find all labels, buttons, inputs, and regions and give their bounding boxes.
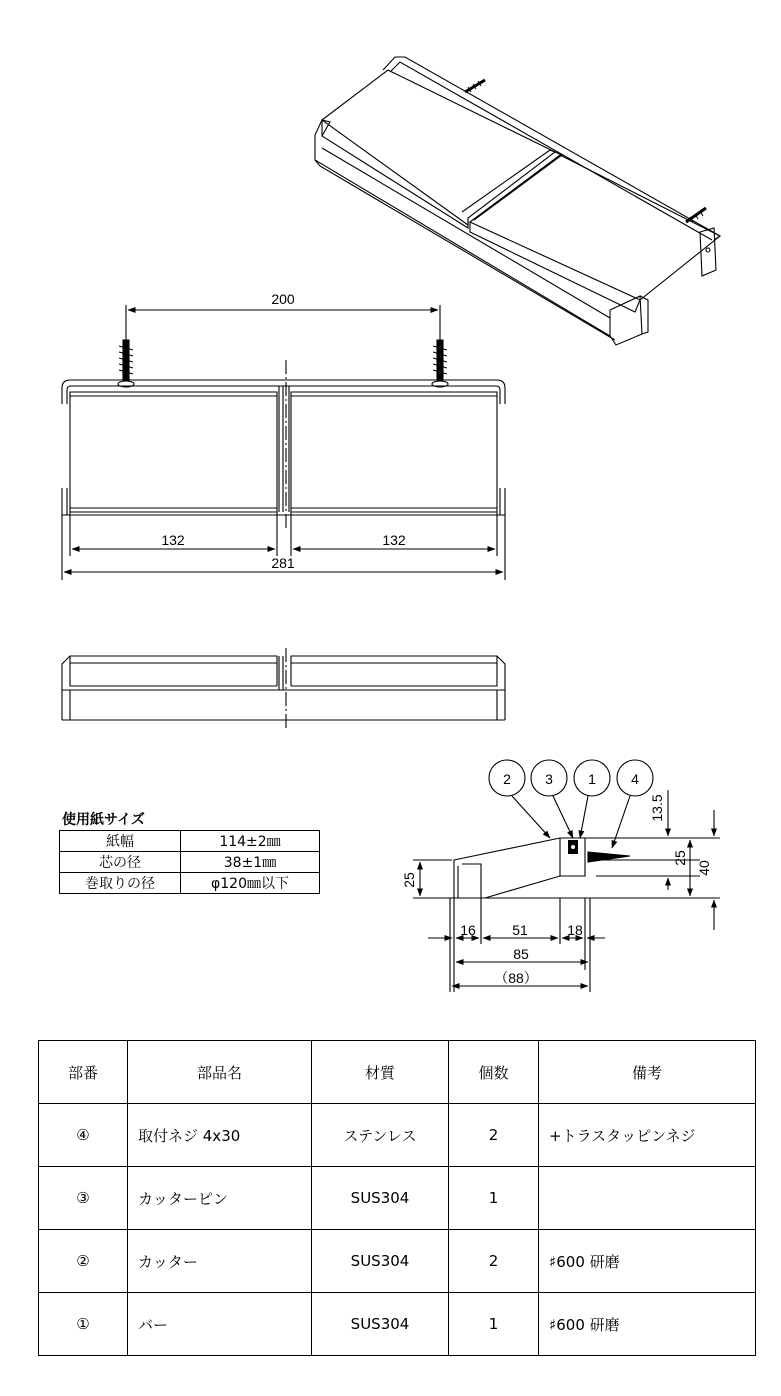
isometric-view (315, 57, 720, 345)
part-qty: 1 (449, 1167, 539, 1230)
part-material: ステンレス (312, 1104, 449, 1167)
part-number: ③ (39, 1167, 128, 1230)
part-number: ④ (39, 1104, 128, 1167)
table-row (39, 1104, 756, 1167)
column-header: 材質 (312, 1041, 449, 1104)
part-name: バー (128, 1293, 312, 1356)
dim-18: 18 (567, 922, 583, 938)
table-row (60, 873, 320, 894)
part-note: ♯600 研磨 (539, 1293, 756, 1356)
callout-label-4: 4 (631, 771, 639, 787)
part-name: カッター (128, 1230, 312, 1293)
table-header-row (39, 1041, 756, 1104)
paper-size-table (59, 830, 320, 894)
part-material: SUS304 (312, 1293, 449, 1356)
table-row (60, 831, 320, 852)
part-material: SUS304 (312, 1230, 449, 1293)
column-header: 部品名 (128, 1041, 312, 1104)
column-header: 備考 (539, 1041, 756, 1104)
callout-label-2: 2 (503, 771, 511, 787)
dim-25-left: 25 (401, 872, 417, 888)
table-row (39, 1230, 756, 1293)
front-view (62, 305, 505, 580)
part-material: SUS304 (312, 1167, 449, 1230)
part-qty: 2 (449, 1104, 539, 1167)
table-cell: φ120㎜以下 (181, 873, 320, 894)
bottom-view (62, 648, 505, 730)
dim-40: 40 (696, 860, 712, 876)
table-row (60, 852, 320, 873)
dim-13-5: 13.5 (649, 794, 665, 822)
part-note (539, 1167, 756, 1230)
part-name: カッターピン (128, 1167, 312, 1230)
screw-icon (465, 80, 485, 92)
part-note: ♯600 研磨 (539, 1230, 756, 1293)
dim-85: 85 (513, 946, 529, 962)
table-row (39, 1167, 756, 1230)
column-header: 個数 (449, 1041, 539, 1104)
dim-200: 200 (271, 291, 295, 307)
dim-25-right: 25 (672, 850, 688, 866)
dim-132-left: 132 (161, 532, 185, 548)
part-number: ① (39, 1293, 128, 1356)
part-name: 取付ネジ 4x30 (128, 1104, 312, 1167)
table-cell: 114±2㎜ (181, 831, 320, 852)
part-note: +トラスタッピンネジ (539, 1104, 756, 1167)
dim-51: 51 (512, 922, 528, 938)
part-qty: 2 (449, 1230, 539, 1293)
dim-16: 16 (460, 922, 476, 938)
table-cell: 38±1㎜ (181, 852, 320, 873)
part-number: ② (39, 1230, 128, 1293)
dim-281: 281 (271, 555, 295, 571)
dim-132-right: 132 (382, 532, 406, 548)
side-view (413, 760, 720, 992)
part-qty: 1 (449, 1293, 539, 1356)
dim-88: （88） (494, 970, 538, 986)
table-cell: 紙幅 (60, 831, 181, 852)
parts-table (38, 1040, 756, 1356)
table-cell: 巻取りの径 (60, 873, 181, 894)
column-header: 部番 (39, 1041, 128, 1104)
paper-size-title: 使用紙サイズ (62, 812, 145, 828)
callout-label-1: 1 (588, 771, 596, 787)
table-row (39, 1293, 756, 1356)
callout-label-3: 3 (545, 771, 553, 787)
table-cell: 芯の径 (60, 852, 181, 873)
